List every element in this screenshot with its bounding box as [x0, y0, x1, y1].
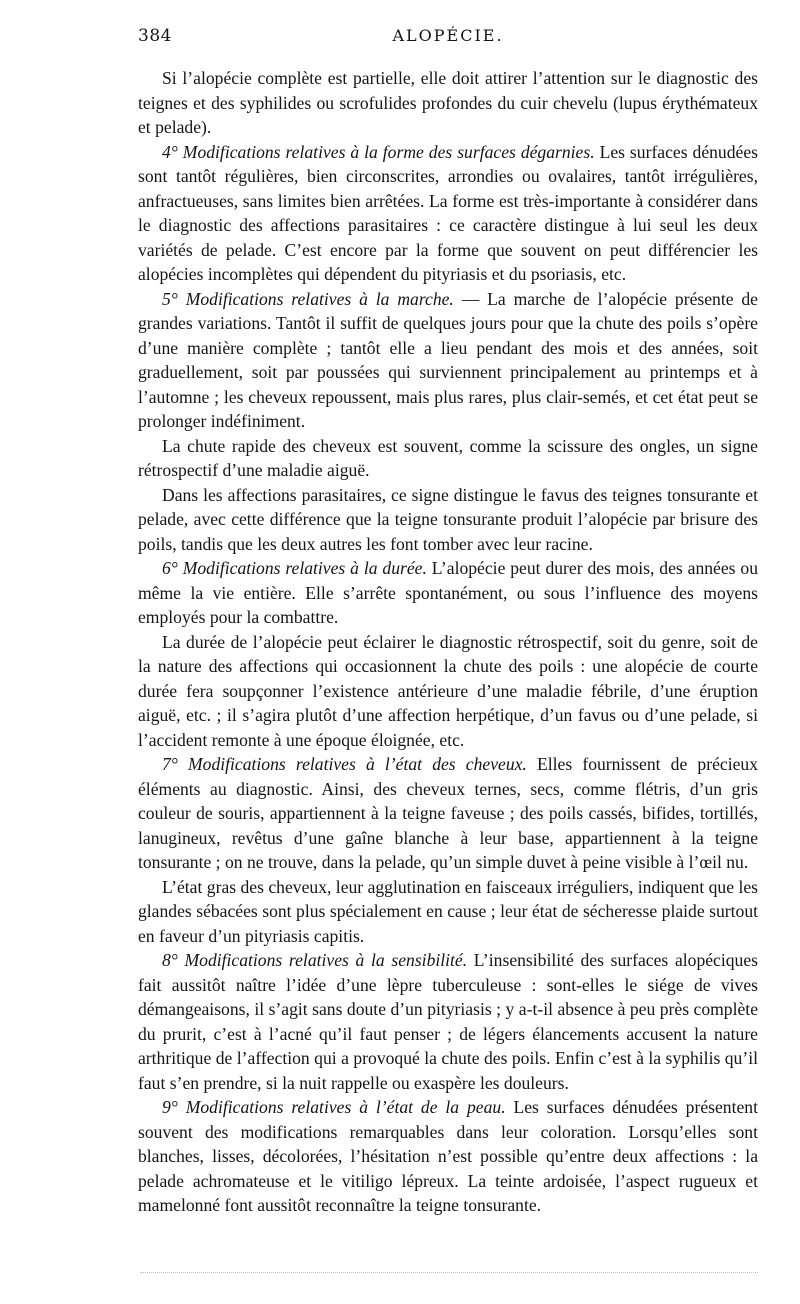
paragraph-chute-rapide [138, 434, 758, 483]
paragraph-affections-parasitaires [138, 483, 758, 557]
paragraph-text: Dans les affections parasitaires, ce signe distingue le favus des teignes tonsurante et pelade, avec cette différence que la teigne tonsurante produit l’alopécie par brisure des poils, tandis que les deux autres les font tomber avec leur racine. [138, 484, 758, 554]
body-text [138, 66, 758, 1218]
section-heading-forme: 4° Modifications relatives à la forme des surfaces dégarnies. [162, 141, 595, 162]
section-heading-etat-cheveux: 7° Modifications relatives à l’état des cheveux. [162, 754, 527, 774]
paragraph-text: Elles fournissent de précieux éléments au diagnostic. Ainsi, des cheveux ternes, secs, comme flétris, d’un gris couleur de souris, appartiennent à la teigne faveuse ; des poils cassés, bifides, tortillés, lanugineux, revêtus d’une gaîne blanche à leur base, appartiennent à la teigne tonsurante ; on ne trouve, dans la pelade, qu’un simple duvet à peine visible à l’œil nu. [138, 754, 758, 872]
section-heading-sensibilite: 8° Modifications relatives à la sensibilité. [162, 950, 468, 970]
paragraph-marche [138, 287, 758, 434]
page-header [138, 22, 758, 50]
paragraph-text: La durée de l’alopécie peut éclairer le diagnostic rétrospectif, soit du genre, soit de la nature des affections qui occasionnent la chute des poils : une alopécie de courte durée fera soupçonner l’existence antérieure d’une maladie fébrile, d’une éruption aiguë, etc. ; il s’agira plutôt d’une affection herpétique, d’un favus ou d’une pelade, si l’accident remonte à une époque éloignée, etc. [138, 631, 758, 750]
paragraph-text: L’alopécie peut durer des mois, des années ou même la vie entière. Elle s’arrête spontanément, ou sous l’influence des moyens employés pour la combattre. [138, 558, 758, 627]
paragraph-text: Si l’alopécie complète est partielle, elle doit attirer l’attention sur le diagnostic des teignes et des syphilides ou scrofulides profondes du cuir chevelu (lupus érythémateux et pelade). [138, 68, 758, 137]
paragraph-text: — La marche de l’alopécie présente de grandes variations. Tantôt il suffit de quelques jours pour que la chute des poils s’opère d’une manière complète ; tantôt elle a lieu pendant des mois et des années, soit graduellement, soit par poussées qui surviennent principalement au printemps et à l’automne ; les cheveux repoussent, mais plus rares, plus clair-semés, et cet état peut se prolonger indéfiniment. [138, 288, 758, 431]
paragraph-duree [138, 556, 758, 630]
paragraph-etat-gras [138, 875, 758, 949]
running-title: ALOPÉCIE. [392, 26, 504, 45]
paragraph-forme-surfaces [138, 140, 758, 287]
paragraph-diagnostic-retrospectif [138, 630, 758, 753]
section-heading-etat-peau: 9° Modifications relatives à l’état de la peau. [162, 1097, 506, 1117]
paragraph-alopecie-complete [138, 66, 758, 140]
section-heading-marche: 5° Modifications relatives à la marche. [162, 288, 454, 309]
paragraph-text: Les surfaces dénudées sont tantôt régulières, bien circonscrites, arrondies ou ovalaires, tantôt irrégulières, anfractueuses, sans limites bien arrêtées. La forme est très-importante à considérer dans le diagnostic des affections parasitaires : ce caractère distingue à lui seul les deux variétés de pelade. C’est encore par la forme que souvent on peut différencier les alopécies incomplètes qui dépendent du pityriasis et du psoriasis, etc. [138, 141, 758, 284]
page-number: 384 [138, 26, 172, 46]
paragraph-text: L’insensibilité des surfaces alopéciques fait aussitôt naître l’idée d’une lèpre tuberculeuse : sont-elles le siége de vives démangeaisons, il s’agit sans doute d’un pityriasis ; y a-t-il absence à peu près complète du prurit, c’est à l’acné qu’il faut penser ; de légers élancements accusent la nature arthritique de l’affection qui a provoqué la chute des poils. Enfin c’est à la syphilis qu’il faut s’en prendre, si la nuit rappelle ou exaspère les douleurs. [138, 950, 758, 1093]
section-heading-duree: 6° Modifications relatives à la durée. [162, 558, 427, 578]
paragraph-sensibilite [138, 948, 758, 1095]
footer-rule [140, 1272, 758, 1273]
paragraph-text: Les surfaces dénudées présentent souvent des modifications remarquables dans leur coloration. Lorsqu’elles sont blanches, lisses, décolorées, l’hésitation n’est possible qu’entre deux affections : la pelade achromateuse et le vitiligo lépreux. La teinte ardoisée, l’aspect rugueux et mamelonné font aussitôt reconnaître la teigne tonsurante. [138, 1097, 758, 1215]
paragraph-etat-peau [138, 1095, 758, 1218]
paragraph-text: La chute rapide des cheveux est souvent, comme la scissure des ongles, un signe rétrospectif d’une maladie aiguë. [138, 435, 758, 480]
paragraph-text: L’état gras des cheveux, leur agglutination en faisceaux irréguliers, indiquent que les glandes sébacées sont plus spécialement en cause ; leur état de sécheresse plaide surtout en faveur d’un pityriasis capitis. [138, 876, 758, 946]
paragraph-etat-cheveux [138, 752, 758, 875]
